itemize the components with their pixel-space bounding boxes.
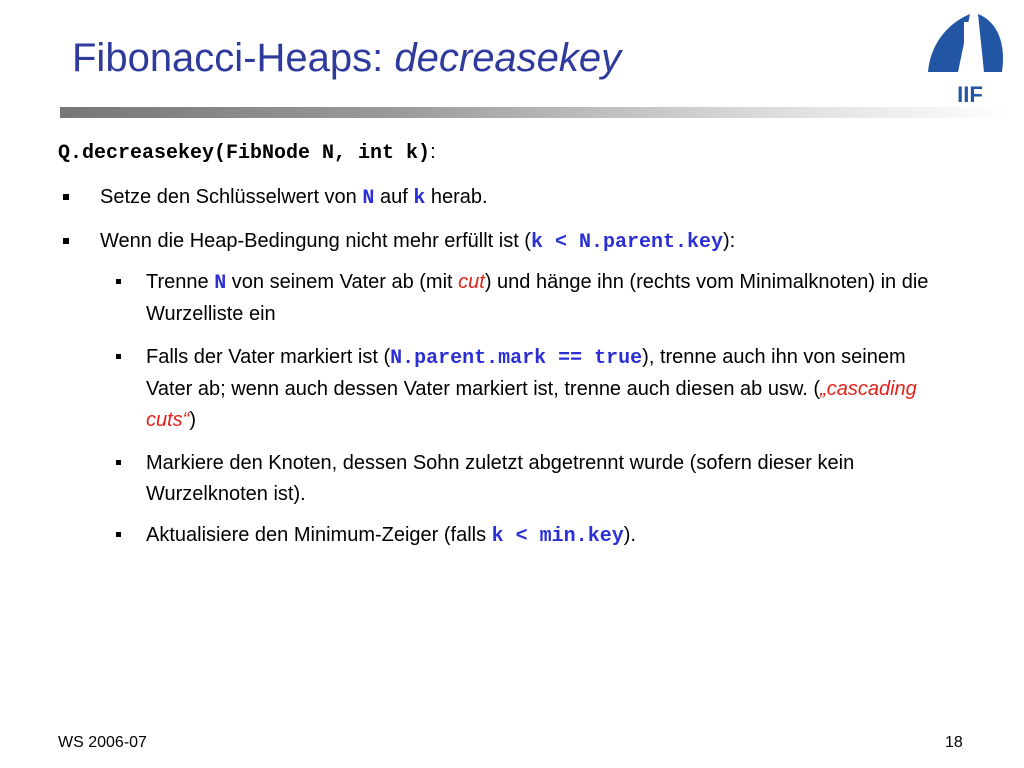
text: Setze den Schlüsselwert von <box>100 186 363 208</box>
text: Aktualisiere den Minimum-Zeiger (falls <box>146 524 492 546</box>
text: Falls der Vater markiert ist ( <box>146 346 391 368</box>
signature-code: Q.decreasekey(FibNode N, int k) <box>58 142 431 165</box>
code-condition: k < N.parent.key <box>530 231 723 254</box>
sub-bullet-item <box>146 448 946 510</box>
bullet-square-icon <box>116 460 121 465</box>
code-k: k <box>413 187 426 210</box>
bullet-square-icon <box>63 194 69 200</box>
text: Wenn die Heap-Bedingung nicht mehr erfüllt ist ( <box>100 230 531 252</box>
text: Markiere den Knoten, dessen Sohn zuletzt abgetrennt wurde (sofern dieser kein Wurzelknoten ist). <box>146 452 855 505</box>
text: auf <box>374 186 414 208</box>
logo-text: IIF <box>957 82 983 107</box>
code-min-key: k < min.key <box>491 525 624 548</box>
slide-title <box>72 36 621 81</box>
emphasis-cut: cut <box>458 271 485 293</box>
text: von seinem Vater ab (mit <box>226 271 459 293</box>
title-italic-text: decreasekey <box>394 36 622 80</box>
code-n: N <box>214 272 227 295</box>
method-signature <box>58 141 436 165</box>
code-parent-mark: N.parent.mark == true <box>390 347 643 370</box>
sub-bullet-item <box>146 520 946 552</box>
signature-colon: : <box>430 141 436 163</box>
sub-bullet-item <box>146 267 946 330</box>
title-divider <box>60 107 1010 118</box>
bullet-square-icon <box>116 279 121 284</box>
text: ) und hänge ihn (rechts vom Minimalknoten) in die Wurzelliste ein <box>146 271 929 325</box>
emphasis-cascading-cuts: „cascading cuts“ <box>146 378 917 431</box>
text: ), trenne auch ihn von seinem Vater ab; wenn auch dessen Vater markiert ist, trenne auch diesen ab usw. ( <box>146 346 906 400</box>
text: ). <box>623 524 636 546</box>
title-text: Fibonacci-Heaps: <box>72 36 395 80</box>
page-number: 18 <box>945 734 963 751</box>
iif-logo-icon <box>918 8 1014 108</box>
text: ): <box>723 230 736 252</box>
bullet-square-icon <box>116 354 121 359</box>
text: herab. <box>425 186 488 208</box>
bullet-item <box>100 182 980 214</box>
footer-semester: WS 2006-07 <box>58 734 147 751</box>
sub-bullet-item <box>146 342 946 436</box>
bullet-square-icon <box>63 238 69 244</box>
bullet-item <box>100 226 980 258</box>
code-n: N <box>362 187 375 210</box>
text: Trenne <box>146 271 215 293</box>
bullet-square-icon <box>116 532 121 537</box>
text: ) <box>189 409 197 431</box>
